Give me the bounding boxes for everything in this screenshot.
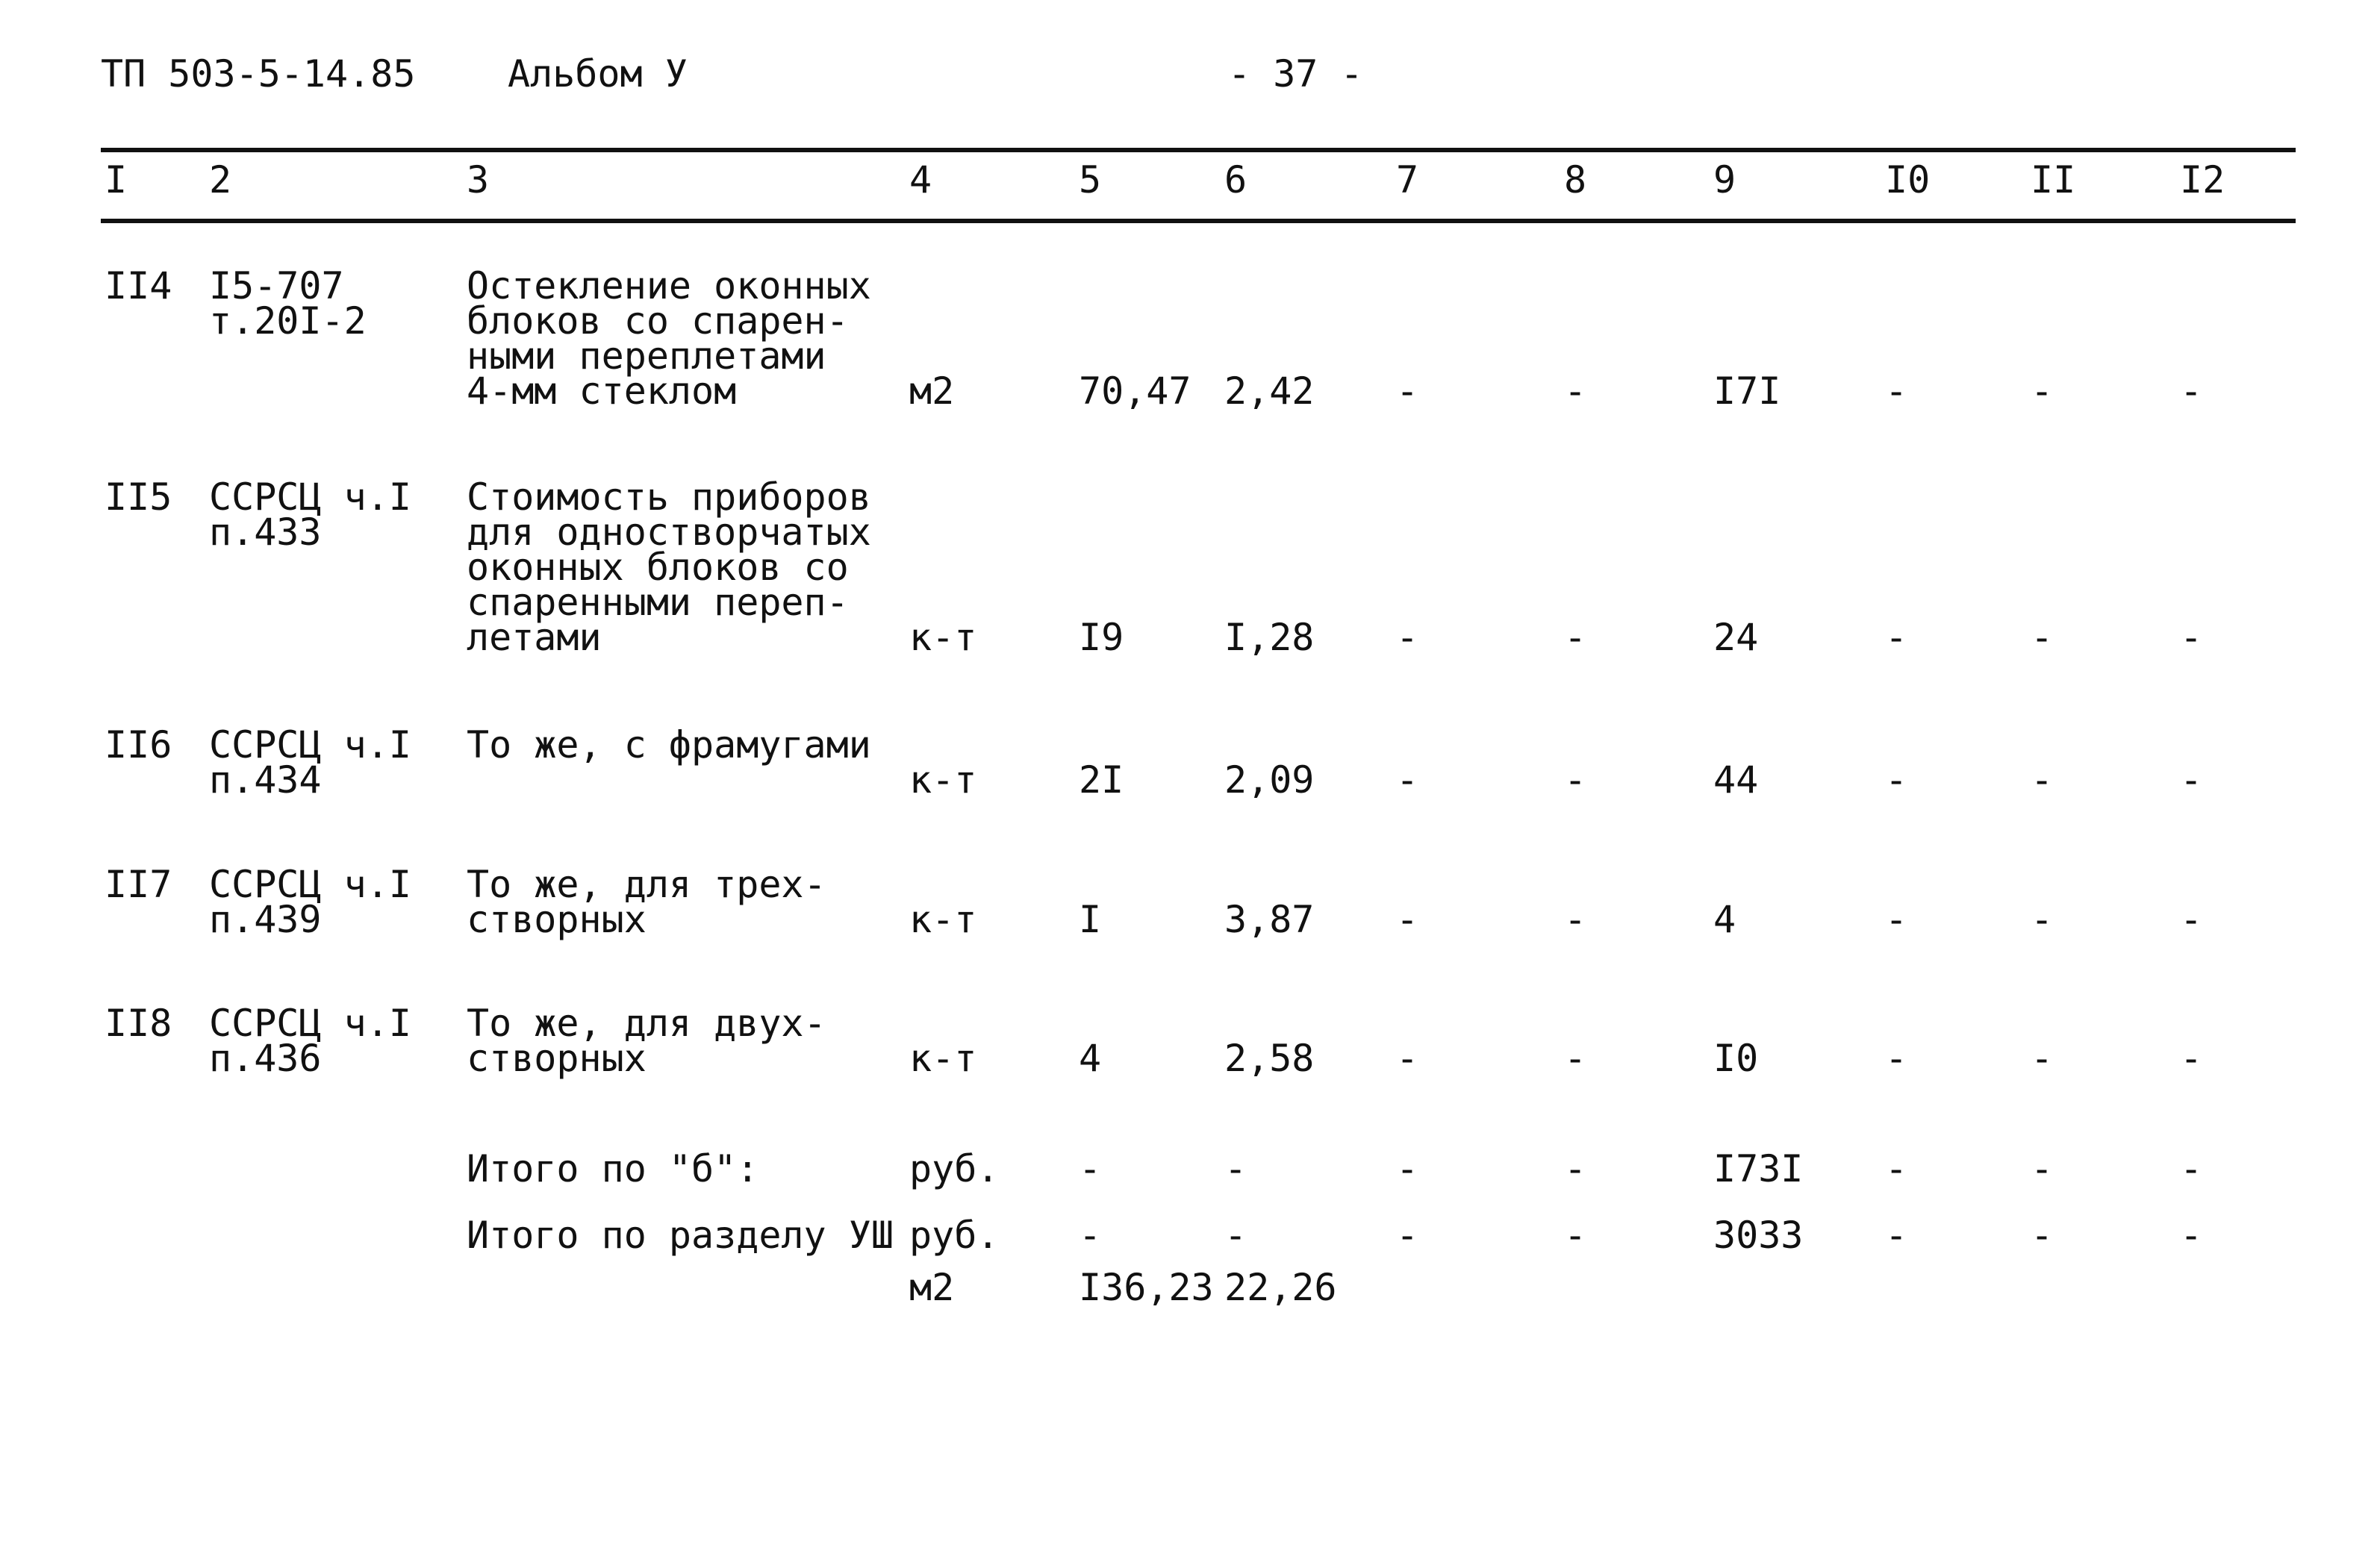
row-col10: - [1885, 616, 1908, 659]
row-col7: - [1396, 616, 1419, 659]
row-col12: - [2180, 616, 2203, 659]
row-col11: - [2031, 616, 2054, 659]
total-unit: руб. [909, 1147, 1000, 1190]
row-desc-line: ными переплетами [467, 334, 826, 378]
doc-code: ТП 503-5-14.85 [101, 52, 416, 96]
total-col10: - [1885, 1147, 1908, 1190]
row-quantity: I [1079, 898, 1102, 941]
total-value: 3033 [1713, 1214, 1804, 1257]
row-ref-line: п.436 [209, 1037, 322, 1080]
col-num-2: 2 [209, 158, 232, 202]
row-desc-line: для одностворчатых [467, 511, 871, 554]
row-quantity: I9 [1079, 616, 1124, 659]
row-ref-line: ССРСЦ ч.I [209, 863, 411, 906]
col-num-4: 4 [909, 158, 932, 202]
total-col5: - [1079, 1147, 1102, 1190]
row-desc-line: блоков со спарен- [467, 299, 849, 343]
row-col8: - [1564, 1037, 1587, 1080]
total-col6: - [1224, 1214, 1247, 1257]
total-col5: - [1079, 1214, 1102, 1257]
total-col11: - [2031, 1214, 2054, 1257]
row-ref-line: ССРСЦ ч.I [209, 475, 411, 519]
row-col10: - [1885, 898, 1908, 941]
total-col8: - [1564, 1214, 1587, 1257]
total-col10: - [1885, 1214, 1908, 1257]
row-number: II5 [105, 475, 172, 519]
row-desc-line: То же, с фрамугами [467, 723, 871, 767]
row-col12: - [2180, 898, 2203, 941]
row-ref-line: п.434 [209, 758, 322, 802]
row-unit: к-т [909, 616, 977, 659]
row-col10: - [1885, 1037, 1908, 1080]
total-col12: - [2180, 1147, 2203, 1190]
album-label: Альбом У [508, 52, 688, 96]
row-col7: - [1396, 898, 1419, 941]
row-desc-line: створных [467, 898, 647, 941]
row-unit: к-т [909, 1037, 977, 1080]
row-total: I0 [1713, 1037, 1759, 1080]
row-quantity: 70,47 [1079, 369, 1191, 413]
row-unit-cost: 2,09 [1224, 758, 1315, 802]
total-col7: - [1396, 1214, 1419, 1257]
row-col8: - [1564, 369, 1587, 413]
row-total: 44 [1713, 758, 1759, 802]
row-desc-line: Остекление оконных [467, 264, 871, 308]
row-desc-line: 4-мм стеклом [467, 369, 737, 413]
col-num-11: II [2031, 158, 2076, 202]
row-desc-line: То же, для двух- [467, 1002, 826, 1045]
row-col12: - [2180, 1037, 2203, 1080]
total-col12: - [2180, 1214, 2203, 1257]
total-col8: - [1564, 1147, 1587, 1190]
row-desc-line: оконных блоков со [467, 546, 849, 589]
row-col8: - [1564, 898, 1587, 941]
table-header-rule [101, 219, 2296, 223]
row-unit: к-т [909, 758, 977, 802]
row-total: 24 [1713, 616, 1759, 659]
row-desc-line: Стоимость приборов [467, 475, 871, 519]
col-num-5: 5 [1079, 158, 1102, 202]
row-unit: к-т [909, 898, 977, 941]
total-label: Итого по разделу УШ [467, 1214, 894, 1257]
row-ref-line: ССРСЦ ч.I [209, 723, 411, 767]
row-desc-line: летами [467, 616, 602, 659]
total-area-cost: 22,26 [1224, 1266, 1337, 1309]
row-number: II7 [105, 863, 172, 906]
row-desc-line: створных [467, 1037, 647, 1080]
total-col7: - [1396, 1147, 1419, 1190]
row-col8: - [1564, 758, 1587, 802]
row-ref-line: ССРСЦ ч.I [209, 1002, 411, 1045]
total-col6: - [1224, 1147, 1247, 1190]
row-desc-line: спаренными переп- [467, 581, 849, 624]
row-col10: - [1885, 758, 1908, 802]
row-col10: - [1885, 369, 1908, 413]
col-num-12: I2 [2180, 158, 2225, 202]
table-top-rule [101, 148, 2296, 152]
total-label: Итого по "б": [467, 1147, 759, 1190]
row-ref-line: I5-707 [209, 264, 344, 308]
row-quantity: 2I [1079, 758, 1124, 802]
row-col11: - [2031, 369, 2054, 413]
row-number: II8 [105, 1002, 172, 1045]
row-ref-line: т.20I-2 [209, 299, 367, 343]
row-col7: - [1396, 369, 1419, 413]
total-unit: руб. [909, 1214, 1000, 1257]
row-col11: - [2031, 898, 2054, 941]
row-unit-cost: 2,42 [1224, 369, 1315, 413]
row-col11: - [2031, 1037, 2054, 1080]
col-num-1: I [105, 158, 128, 202]
col-num-10: I0 [1885, 158, 1931, 202]
col-num-3: 3 [467, 158, 490, 202]
row-unit-cost: 3,87 [1224, 898, 1315, 941]
col-num-8: 8 [1564, 158, 1587, 202]
total-unit-area: м2 [909, 1266, 955, 1309]
col-num-6: 6 [1224, 158, 1247, 202]
row-desc-line: То же, для трех- [467, 863, 826, 906]
total-col11: - [2031, 1147, 2054, 1190]
row-unit-cost: 2,58 [1224, 1037, 1315, 1080]
row-total: 4 [1713, 898, 1736, 941]
row-col12: - [2180, 369, 2203, 413]
row-col11: - [2031, 758, 2054, 802]
row-col7: - [1396, 758, 1419, 802]
total-value: I73I [1713, 1147, 1804, 1190]
row-col8: - [1564, 616, 1587, 659]
row-unit: м2 [909, 369, 955, 413]
col-num-7: 7 [1396, 158, 1419, 202]
row-total: I7I [1713, 369, 1781, 413]
row-unit-cost: I,28 [1224, 616, 1315, 659]
row-ref-line: п.439 [209, 898, 322, 941]
row-col12: - [2180, 758, 2203, 802]
row-col7: - [1396, 1037, 1419, 1080]
row-number: II6 [105, 723, 172, 767]
row-quantity: 4 [1079, 1037, 1102, 1080]
total-area-quantity: I36,23 [1079, 1266, 1214, 1309]
col-num-9: 9 [1713, 158, 1736, 202]
page-number: - 37 - [1228, 52, 1363, 96]
row-number: II4 [105, 264, 172, 308]
row-ref-line: п.433 [209, 511, 322, 554]
